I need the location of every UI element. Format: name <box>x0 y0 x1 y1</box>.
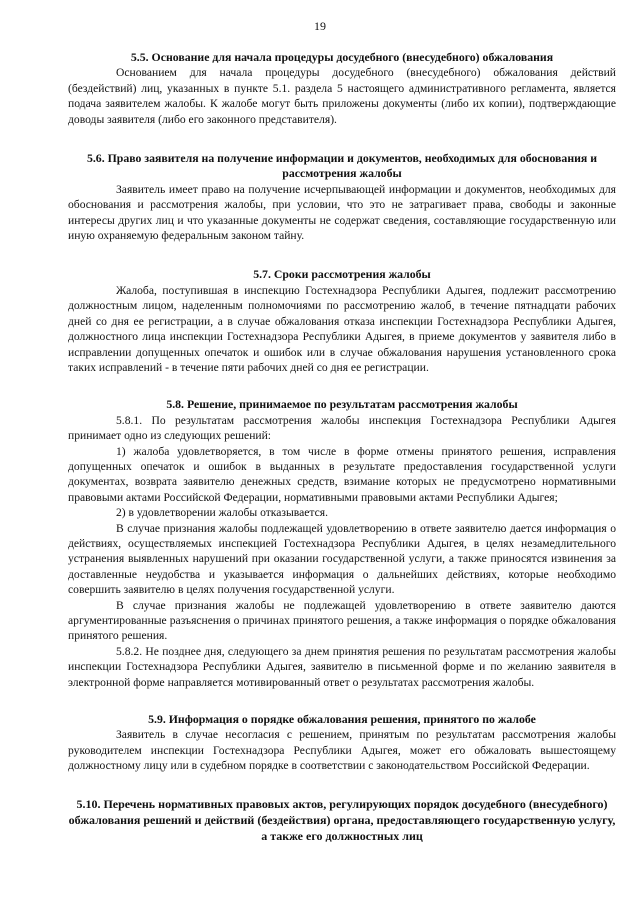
section-5-9 <box>68 712 616 774</box>
section-5-10 <box>68 796 616 844</box>
section-heading: 5.10. Перечень нормативных правовых актов, регулирующих порядок досудебного (внесудебного) обжалования решений и действий (бездействия) органа, предоставляющего государственную услугу, а также его должностных лиц <box>68 796 616 843</box>
page-number: 19 <box>314 19 326 33</box>
section-5-5 <box>68 50 616 127</box>
paragraph: Основанием для начала процедуры досудебного (внесудебного) обжалования действий (бездействий) лиц, указанных в пункте 5.1. раздела 5 настоящего административного регламента, является подача заявителем жалобы. К жалобе могут быть приложены документы (либо их копии), подтверждающие доводы заявителя (либо его законного представителя). <box>68 66 616 126</box>
paragraph: Жалоба, поступившая в инспекцию Гостехнадзора Республики Адыгея, подлежит рассмотрению должностным лицом, наделенным полномочиями по рассмотрению жалоб, в течение пятнадцати рабочих дней со дня ее регистрации, а в случае обжалования отказа инспекции Гостехнадзора Республики Адыгея, должностного лица инспекции Гостехнадзора Республики Адыгея, в приеме документов у заявителя либо в исправлении допущенных опечаток и ошибок или в случае обжалования нарушения установленного срока таких исправлений - в течение пяти рабочих дней со дня ее регистрации. <box>68 283 616 374</box>
paragraph: В случае признания жалобы не подлежащей удовлетворению в ответе заявителю даются аргументированные разъяснения о причинах принятого решения, а также информация о порядке обжалования принятого решения. <box>68 598 616 643</box>
paragraph: Заявитель в случае несогласия с решением, принятым по результатам рассмотрения жалобы руководителем инспекции Гостехнадзора Республики Адыгея, может его обжаловать вышестоящему должностному лицу или в судебном порядке в соответствии с законодательством Российской Федерации. <box>68 728 616 773</box>
section-heading: 5.8. Решение, принимаемое по результатам рассмотрения жалобы <box>166 397 518 412</box>
section-heading: 5.7. Сроки рассмотрения жалобы <box>253 267 431 282</box>
section-5-7 <box>68 267 616 375</box>
section-5-8 <box>68 397 616 690</box>
page-content <box>68 50 616 866</box>
paragraph: 5.8.2. Не позднее дня, следующего за днем принятия решения по результатам рассмотрения жалобы инспекции Гостехнадзора Республики Адыгея, заявителю в письменной форме и по желанию заявителя в электронной форме направляется мотивированный ответ о результатах рассмотрения жалобы. <box>68 644 616 689</box>
section-heading: 5.9. Информация о порядке обжалования решения, принятого по жалобе <box>148 712 536 727</box>
paragraph: В случае признания жалобы подлежащей удовлетворению в ответе заявителю дается информация о действиях, осуществляемых инспекцией Гостехнадзора Республики Адыгея, в целях незамедлительного устранения выявленных нарушений при оказании государственной услуги, а также приносятся извинения за доставленные неудобства и указывается информация о дальнейших действиях, которые необходимо совершить заявителю в целях получения государственной услуги. <box>68 521 616 597</box>
paragraph: 2) в удовлетворении жалобы отказывается. <box>116 506 328 520</box>
paragraph: Заявитель имеет право на получение исчерпывающей информации и документов, необходимых для обоснования и рассмотрения жалобы, при условии, что это не затрагивает права, свободы и законные интересы других лиц и что указанные документы не содержат сведения, составляющие государственную или иную охраняемую федеральным законом тайну. <box>68 182 616 243</box>
paragraph: 5.8.1. По результатам рассмотрения жалобы инспекция Гостехнадзора Республики Адыгея принимает одно из следующих решений: <box>68 413 616 443</box>
section-5-6 <box>68 151 616 243</box>
section-heading: 5.5. Основание для начала процедуры досудебного (внесудебного) обжалования <box>130 50 554 64</box>
paragraph: 1) жалоба удовлетворяется, в том числе в форме отмены принятого решения, исправления допущенных опечаток и ошибок в выданных в результате предоставления государственной услуги документах, возврата заявителю денежных средств, взимание которых не предусмотрено нормативными правовыми актами Российской Федерации, нормативными правовыми актами Республики Адыгея; <box>68 444 616 504</box>
section-heading: 5.6. Право заявителя на получение информации и документов, необходимых для обоснования и рассмотрения жалобы <box>86 151 598 181</box>
